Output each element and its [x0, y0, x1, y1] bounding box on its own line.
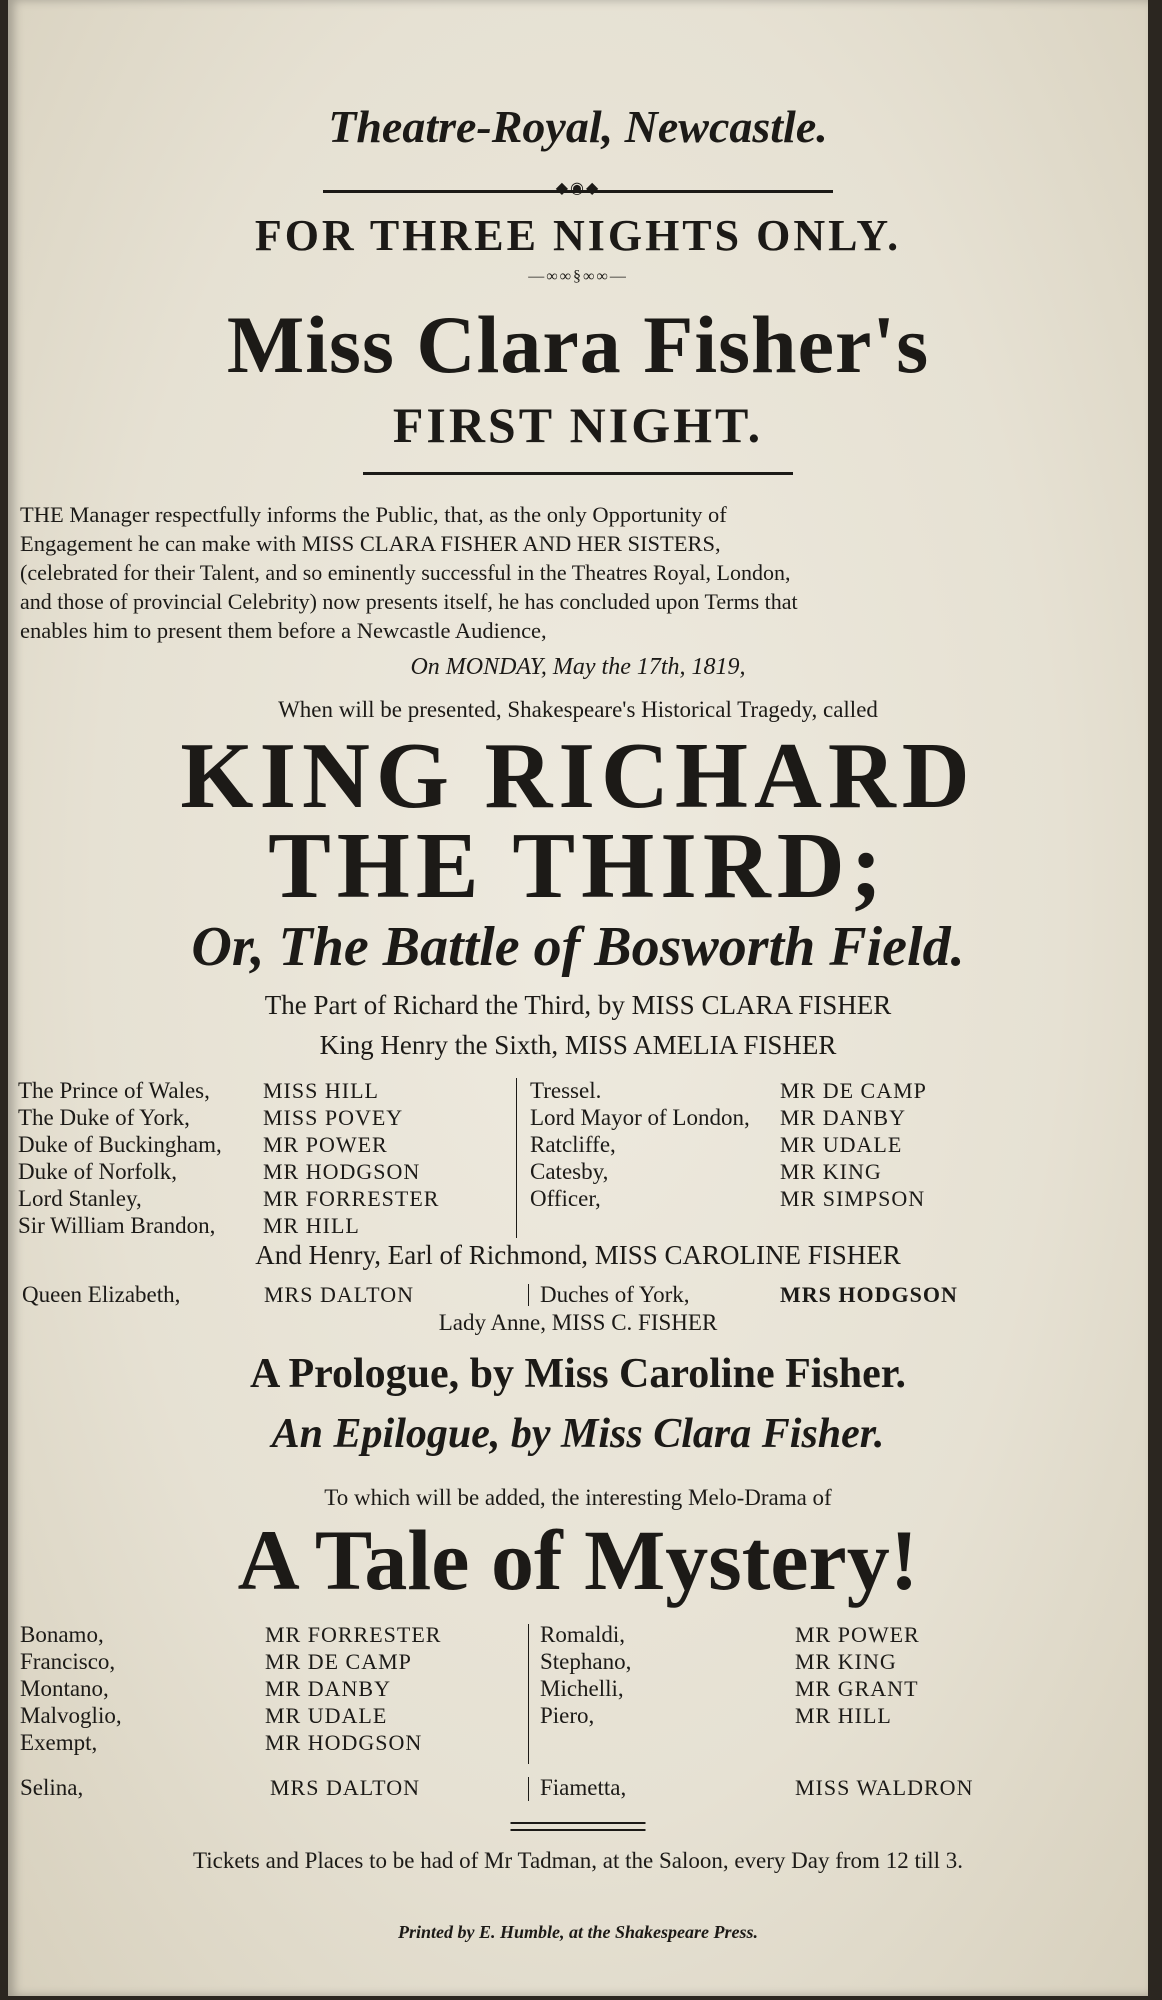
cast-actor: MR KING [780, 1159, 882, 1184]
theatre-name: Theatre-Royal, Newcastle. [328, 101, 828, 152]
printer-credit: Printed by E. Humble, at the Shakespeare Press. [398, 1922, 758, 1942]
cast-actor: MR UDALE [265, 1703, 388, 1728]
play-title-line1: KING RICHARD [180, 724, 976, 828]
first-night-heading: FIRST NIGHT. [392, 397, 764, 453]
divider-rule [511, 1822, 646, 1824]
richmond-line: And Henry, Earl of Richmond, MISS CAROLINE FISHER [255, 1240, 901, 1270]
cast-role: Lord Mayor of London, [530, 1105, 750, 1130]
nights-heading: FOR THREE NIGHTS ONLY. [254, 211, 902, 260]
cast-actor: MR HODGSON [265, 1730, 423, 1755]
tickets-notice: Tickets and Places to be had of Mr Tadman, at the Saloon, every Day from 12 till 3. [192, 1848, 964, 1873]
cast-role: Duches of York, [540, 1282, 690, 1307]
cast-role: Queen Elizabeth, [22, 1282, 181, 1307]
cast-role: Montano, [20, 1676, 109, 1701]
epilogue-line: An Epilogue, by Miss Clara Fisher. [271, 1411, 885, 1457]
cast-row [22, 1282, 414, 1308]
cast-role: The Duke of York, [18, 1105, 190, 1130]
lead-richard: The Part of Richard the Third, by MISS CLARA FISHER [264, 990, 892, 1020]
cast-role: Exempt, [20, 1730, 98, 1755]
cast-role: Selina, [20, 1775, 84, 1800]
afterpiece-title: A Tale of Mystery! [237, 1512, 919, 1608]
cast-role: Sir William Brandon, [18, 1213, 216, 1238]
lady-anne-line: Lady Anne, MISS C. FISHER [438, 1310, 718, 1335]
column-divider [516, 1078, 517, 1238]
performance-date: On MONDAY, May the 17th, 1819, [410, 654, 746, 680]
cast-actor: MRS DALTON [264, 1282, 414, 1307]
cast-actor: MR HODGSON [263, 1159, 421, 1184]
cast-row [530, 1159, 882, 1185]
column-divider [528, 1284, 529, 1306]
cast-actor: MR HILL [263, 1213, 360, 1238]
cast-row [530, 1186, 925, 1212]
cast-row [18, 1105, 403, 1131]
announcement-line: enables him to present them before a Newcastle Audience, [20, 618, 547, 643]
cast-actor: MR DANBY [780, 1105, 906, 1130]
cast-actor: MRS DALTON [270, 1775, 420, 1800]
cast-row [530, 1132, 902, 1158]
cast-actor: MISS POVEY [263, 1105, 404, 1130]
cast-row [20, 1676, 391, 1702]
cast-actor: MR FORRESTER [263, 1186, 440, 1211]
divider-ornament: —∞∞§∞∞— [528, 268, 628, 285]
cast-role: Duke of Buckingham, [18, 1132, 222, 1157]
cast-row [20, 1730, 422, 1756]
cast-row [540, 1282, 958, 1308]
cast-row [18, 1186, 439, 1212]
cast-actor: MR DE CAMP [265, 1649, 412, 1674]
prologue-line: A Prologue, by Miss Caroline Fisher. [249, 1351, 907, 1397]
cast-actor: MR POWER [795, 1622, 920, 1647]
cast-role: Lord Stanley, [18, 1186, 142, 1211]
cast-actor: MR KING [795, 1649, 897, 1674]
cast-row [530, 1105, 906, 1131]
play-title-line2: THE THIRD; [268, 814, 888, 918]
playbill-sheet [8, 0, 1148, 1996]
cast-row [540, 1649, 897, 1675]
cast-role: Malvoglio, [20, 1703, 122, 1728]
cast-row [20, 1703, 387, 1729]
afterpiece-intro: To which will be added, the interesting Melo-Drama of [324, 1485, 832, 1510]
cast-row [20, 1775, 420, 1801]
cast-row [18, 1159, 420, 1185]
cast-row [530, 1078, 927, 1104]
divider-rule [511, 1829, 646, 1831]
cast-row [540, 1775, 973, 1801]
cast-role: Officer, [530, 1186, 601, 1211]
announcement-line: and those of provincial Celebrity) now presents itself, he has concluded upon Terms that [20, 589, 798, 614]
column-divider [528, 1777, 529, 1801]
cast-row [20, 1622, 441, 1648]
announcement-line: THE Manager respectfully informs the Public, that, as the only Opportunity of [20, 502, 727, 527]
cast-role: Stephano, [540, 1649, 632, 1674]
cast-role: Bonamo, [20, 1622, 104, 1647]
announcement-line: Engagement he can make with MISS CLARA FISHER AND HER SISTERS, [20, 531, 721, 556]
cast-role: The Prince of Wales, [18, 1078, 210, 1103]
cast-role: Francisco, [20, 1649, 116, 1674]
column-divider [528, 1624, 529, 1764]
cast-actor: MR UDALE [780, 1132, 903, 1157]
cast-row [18, 1078, 379, 1104]
performer-heading: Miss Clara Fisher's [226, 299, 930, 390]
cast-row [20, 1649, 412, 1675]
cast-row [540, 1622, 920, 1648]
cast-role: Ratcliffe, [530, 1132, 616, 1157]
cast-actor: MR POWER [263, 1132, 388, 1157]
cast-role: Fiametta, [540, 1775, 627, 1800]
cast-row [18, 1132, 388, 1158]
cast-role: Tressel. [530, 1078, 602, 1103]
cast-actor: MR FORRESTER [265, 1622, 442, 1647]
cast-row [540, 1703, 892, 1729]
divider-ornament: ◆◉◆ [555, 180, 601, 197]
lead-henry: King Henry the Sixth, MISS AMELIA FISHER [319, 1030, 837, 1060]
cast-role: Duke of Norfolk, [18, 1159, 178, 1184]
cast-actor: MR DANBY [265, 1676, 391, 1701]
cast-actor: MR HILL [795, 1703, 892, 1728]
cast-actor: MISS HILL [263, 1078, 379, 1103]
cast-row [540, 1676, 919, 1702]
cast-role: Piero, [540, 1703, 595, 1728]
cast-actor: MR DE CAMP [780, 1078, 927, 1103]
cast-actor: MRS HODGSON [780, 1282, 958, 1307]
play-subtitle: Or, The Battle of Bosworth Field. [191, 916, 965, 978]
announcement-line: (celebrated for their Talent, and so eminently successful in the Theatres Royal, London, [20, 560, 791, 585]
cast-actor: MISS WALDRON [795, 1775, 974, 1800]
presented-line: When will be presented, Shakespeare's Historical Tragedy, called [278, 697, 878, 722]
cast-row [18, 1213, 360, 1239]
cast-role: Catesby, [530, 1159, 609, 1184]
cast-actor: MR SIMPSON [780, 1186, 926, 1211]
divider-rule [363, 472, 793, 475]
cast-role: Romaldi, [540, 1622, 625, 1647]
cast-actor: MR GRANT [795, 1676, 919, 1701]
cast-role: Michelli, [540, 1676, 624, 1701]
